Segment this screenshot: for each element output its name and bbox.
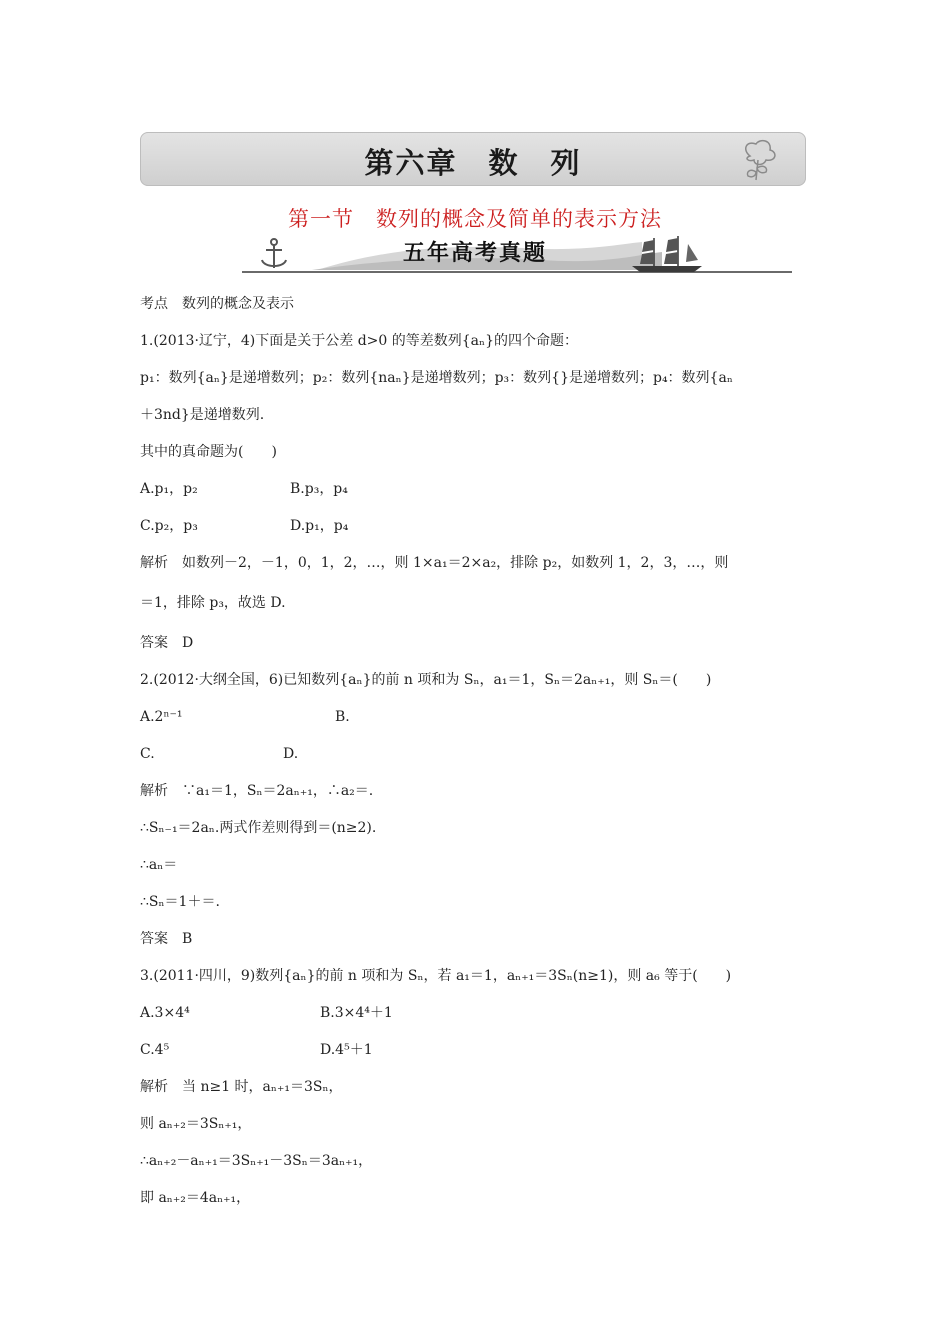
option-a: A.p₁，p₂ <box>140 481 198 497</box>
text-line: p₁：数列{aₙ}是递增数列；p₂：数列{naₙ}是递增数列；p₃：数列{}是递增数列；p₄：数列{aₙ <box>140 370 733 386</box>
option-b: B.3×4⁴＋1 <box>320 1005 393 1021</box>
text-line: 解析 如数列－2，－1，0，1，2，…，则 1×a₁＝2×a₂，排除 p₂，如数列 1，2，3，…，则 <box>140 555 729 571</box>
chapter-title: 第六章 数 列 <box>364 146 582 180</box>
topic-heading: 考点 数列的概念及表示 <box>140 296 294 312</box>
option-c: C. <box>140 746 155 762</box>
text-line: 3.(2011·四川，9)数列{aₙ}的前 n 项和为 Sₙ，若 a₁＝1，aₙ₊₁＝3Sₙ(n≥1)，则 a₆ 等于( ) <box>140 968 732 984</box>
text-line: ＋3nd}是递增数列. <box>140 407 265 423</box>
text-line: 则 aₙ₊₂＝3Sₙ₊₁， <box>140 1116 252 1132</box>
answer-options <box>140 699 812 736</box>
document-body <box>140 286 812 1217</box>
text-line: 解析 当 n≥1 时，aₙ₊₁＝3Sₙ， <box>140 1079 343 1095</box>
text-line: ∴Sₙ＝1＋＝. <box>140 894 220 910</box>
text-line: ＝1，排除 p₃，故选 D. <box>140 595 286 611</box>
answer-options <box>140 995 812 1032</box>
flower-icon <box>736 136 784 184</box>
option-c: C.p₂，p₃ <box>140 518 198 534</box>
text-line: 2.(2012·大纲全国，6)已知数列{aₙ}的前 n 项和为 Sₙ，a₁＝1，Sₙ＝2aₙ₊₁，则 Sₙ＝( ) <box>140 672 712 688</box>
answer-options <box>140 471 812 508</box>
option-d: D.p₁，p₄ <box>290 518 349 534</box>
text-line: ∴Sₙ₋₁＝2aₙ.两式作差则得到＝(n≥2). <box>140 820 377 836</box>
text-line: ∴aₙ₊₂－aₙ₊₁＝3Sₙ₊₁－3Sₙ＝3aₙ₊₁， <box>140 1153 373 1169</box>
answer-line: 答案 B <box>140 931 193 947</box>
option-a: A.2ⁿ⁻¹ <box>140 709 183 725</box>
option-d: D. <box>283 746 299 762</box>
answer-options <box>140 508 812 545</box>
answer-line: 答案 D <box>140 635 194 651</box>
answer-options <box>140 1032 812 1069</box>
answer-options <box>140 736 812 773</box>
text-line: 解析 ∵a₁＝1，Sₙ＝2aₙ₊₁，∴a₂＝. <box>140 783 374 799</box>
text-line: 即 aₙ₊₂＝4aₙ₊₁， <box>140 1190 251 1206</box>
chapter-banner <box>140 132 806 186</box>
option-b: B. <box>335 709 350 725</box>
section-title: 第一节 数列的概念及简单的表示方法 <box>288 207 662 231</box>
text-line: 1.(2013·辽宁，4)下面是关于公差 d>0 的等差数列{aₙ}的四个命题： <box>140 333 578 349</box>
option-c: C.4⁵ <box>140 1042 170 1058</box>
text-line: ∴aₙ＝ <box>140 857 178 873</box>
option-a: A.3×4⁴ <box>140 1005 190 1021</box>
subheading: 五年高考真题 <box>402 241 547 266</box>
option-d: D.4⁵＋1 <box>320 1042 373 1058</box>
text-line: 其中的真命题为( ) <box>140 444 277 460</box>
option-b: B.p₃，p₄ <box>290 481 348 497</box>
